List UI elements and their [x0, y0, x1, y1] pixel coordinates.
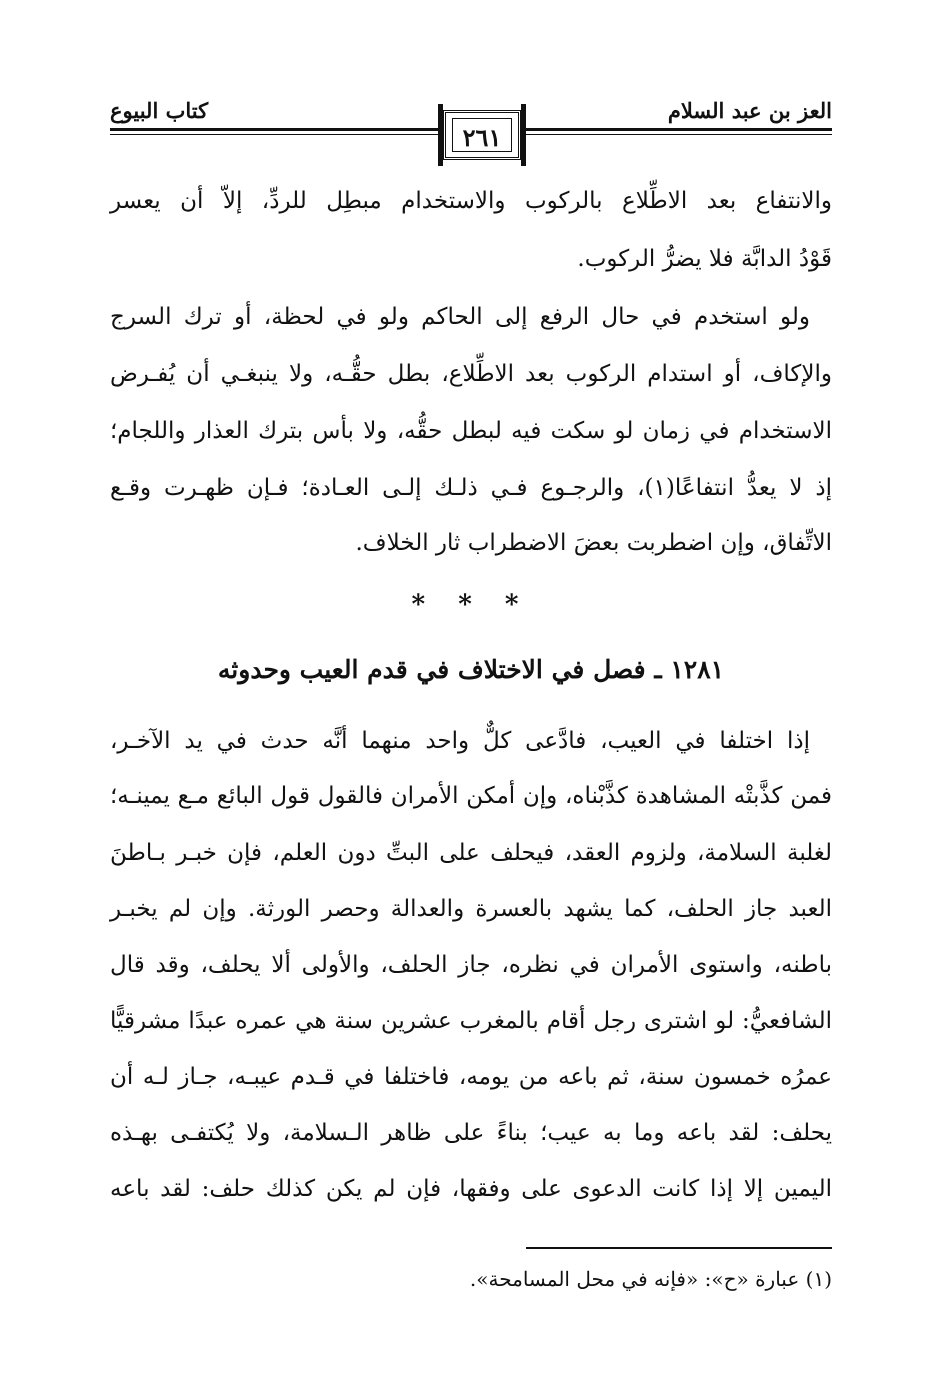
paragraph-2-line-4: إذ لا يعدُّ انتفاعًا(١)، والرجـوع فـي ذلـك إلـى العـادة؛ فـإن ظهـرت وقـع	[110, 475, 832, 501]
paragraph-1-line-1: والانتفاع بعد الاطِّلاع بالركوب والاستخدام مبطِل للردِّ، إلاّ أن يعسر	[110, 188, 832, 214]
paragraph-1-line-2: قَوْدُ الدابَّة فلا يضرُّ الركوب.	[577, 246, 832, 272]
paragraph-3-line-7: عمرُه خمسون سنة، ثم باعه من يومه، فاختلفا في قـدم عيبـه، جـاز لـه أن	[110, 1064, 832, 1090]
section-heading: ١٢٨١ ـ فصل في الاختلاف في قدم العيب وحدوثه	[217, 655, 725, 684]
paragraph-3-line-6: الشافعيُّ: لو اشترى رجل أقام بالمغرب عشرين سنة هي عمره عبدًا مشرقيًّا	[110, 1008, 832, 1034]
paragraph-3-line-4: العبد جاز الحلف، كما يشهد بالعسرة والعدالة وحصر الورثة. وإن لم يخبـر	[110, 896, 832, 922]
paragraph-3-line-9: اليمين إلا إذا كانت الدعوى على وفقها، فإن لم يكن كذلك حلف: لقد باعه	[110, 1176, 832, 1202]
page-number-bar-right	[521, 104, 526, 166]
paragraph-3-line-5: باطنه، واستوى الأمران في نظره، جاز الحلف، والأولى ألا يحلف، وقد قال	[110, 952, 832, 978]
page-number: ٢٦١	[462, 123, 502, 152]
footnote-1: (١) عبارة «ح»: «فإنه في محل المسامحة».	[469, 1267, 832, 1291]
paragraph-3-line-1: إذا اختلفا في العيب، فادَّعى كلٌّ واحد منهما أنَّه حدث في يد الآخـر،	[110, 728, 810, 754]
header-rule-right-thin	[526, 134, 832, 135]
header-rule-left	[110, 128, 438, 131]
page-number-frame	[443, 110, 521, 160]
paragraph-3-line-2: فمن كذَّبتْه المشاهدة كذَّبْناه، وإن أمكن الأمران فالقول قول البائع مـع يمينـه؛	[110, 783, 832, 809]
paragraph-2-line-1: ولو استخدم في حال الرفع إلى الحاكم ولو في لحظة، أو ترك السرج	[110, 304, 810, 330]
section-separator-stars: * * *	[411, 590, 531, 620]
paragraph-3-line-8: يحلف: لقد باعه وما به عيب؛ بناءً على ظاهر الـسلامة، ولا يُكتفـى بهـذه	[110, 1120, 832, 1146]
paragraph-2-line-5: الاتِّفاق، وإن اضطربت بعضَ الاضطراب ثار الخلاف.	[355, 530, 832, 556]
header-author: العز بن عبد السلام	[667, 98, 832, 123]
header-book-title: كتاب البيوع	[110, 98, 209, 123]
paragraph-2-line-2: والإكاف، أو استدام الركوب بعد الاطِّلاع، بطل حقُّـه، ولا ينبغـي أن يُفـرض	[110, 361, 832, 387]
header-rule-right	[526, 128, 832, 131]
header-rule-left-thin	[110, 134, 438, 135]
footnote-separator	[526, 1247, 832, 1249]
paragraph-2-line-3: الاستخدام في زمان لو سكت فيه لبطل حقُّه، ولا بأس بترك العذار واللجام؛	[110, 418, 832, 444]
paragraph-3-line-3: لغلبة السلامة، ولزوم العقد، فيحلف على البتِّ دون العلم، فإن خبـر بـاطنَ	[110, 840, 832, 866]
